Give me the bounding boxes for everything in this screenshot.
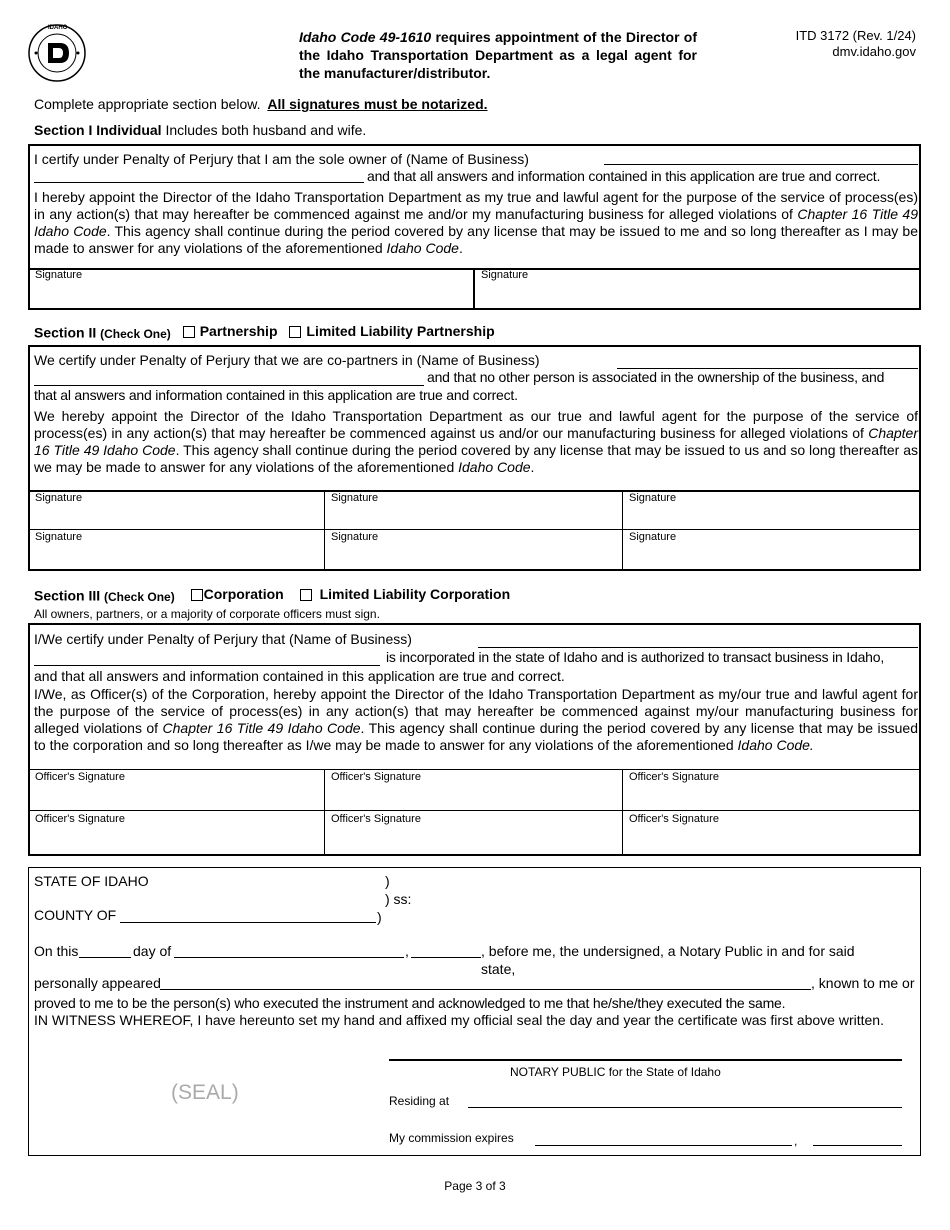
section1-signature-2[interactable]: Signature [481, 269, 529, 281]
llp-option[interactable] [289, 323, 494, 340]
notary-comma: , [405, 943, 409, 959]
llc-option[interactable] [300, 586, 511, 603]
section1-subtitle: Includes both husband and wife. [165, 122, 367, 138]
section3-business-name-field-2[interactable] [34, 665, 380, 666]
notary-personally-appeared: personally appeared [34, 975, 161, 991]
section2-appoint-code: Chapter 16 Title 49 Idaho Code [34, 425, 919, 458]
corporation-label: Corporation [203, 586, 284, 602]
section3-appoint-1: I/We, as Officer(s) of the Corporation, hereby appoint the Director of the Idaho Transportation Department as my/our true and lawful agent for the purpose of the service of process(es) in any action(s) that may hereafter be commenced against my/our manufacturing business for alleged violations of [34, 686, 918, 736]
section3-appoint-code: Chapter 16 Title 49 Idaho Code [162, 720, 361, 736]
notary-seal: (SEAL) [171, 1081, 239, 1104]
section2-certify-prefix: We certify under Penalty of Perjury that we are co-partners in (Name of Business) [34, 352, 540, 368]
notary-paren-1: ) [385, 873, 390, 889]
notary-residing-label: Residing at [389, 1094, 450, 1108]
notary-witness: IN WITNESS WHEREOF, I have hereunto set my hand and affixed my official seal the day and year the certificate was first above written. [34, 1012, 884, 1028]
section3-officer-signature-6[interactable]: Officer's Signature [629, 813, 719, 825]
section1-appoint-2: . This agency shall continue during the period covered by any license that may be issued to me and so long thereafter as I may be made to answer for any violations of the aforementioned [34, 223, 918, 256]
section3-note: All owners, partners, or a majority of corporate officers must sign. [34, 607, 380, 621]
section1-appoint-code: Chapter 16 Title 49 Idaho Code [34, 206, 919, 239]
partnership-checkbox[interactable] [183, 326, 195, 338]
section1-certify-suffix: and that all answers and information contained in this application are true and correct. [367, 168, 881, 184]
section2-signature-1[interactable]: Signature [35, 492, 83, 504]
section3-title: Section III [34, 587, 101, 604]
notary-day-field[interactable] [79, 957, 131, 958]
section3-check-one: (Check One) [104, 589, 175, 604]
llc-checkbox[interactable] [300, 589, 312, 601]
section2-heading [34, 323, 495, 342]
corporation-checkbox[interactable] [191, 589, 203, 601]
logo-top-text: IDAHO [48, 25, 68, 31]
section2-signature-3[interactable]: Signature [629, 492, 677, 504]
section3-officer-signature-3[interactable]: Officer's Signature [629, 771, 719, 783]
notary-month-field[interactable] [174, 957, 404, 958]
intro-line [34, 96, 488, 113]
notary-known: , known to me or [811, 975, 915, 991]
notary-paren-3: ) [377, 909, 382, 925]
section2-appoint-2: . This agency shall continue during the period covered by any license that may be issued to us and so long thereafter as we may be made to answer for any violations of the aforementioned [34, 442, 918, 475]
section2-sig-col-divider-1 [324, 490, 325, 571]
section2-appoint-1: We hereby appoint the Director of the Idaho Transportation Department as our true and lawful agent for the purpose of the service of process(es) in any action(s) that may hereafter be commenced against us and/or our manufacturing business for alleged violations of [34, 408, 918, 441]
section3-appointment-text [34, 686, 918, 754]
section1-title: Section I Individual [34, 122, 162, 138]
section1-appoint-1: I hereby appoint the Director of the Idaho Transportation Department as my true and lawful agent for the purpose of the service of process(es) in any action(s) that may hereafter be commenced against me and/or my manufacturing business for alleged violations of [34, 189, 918, 222]
section2-sig-divider-1 [28, 490, 921, 492]
section2-signature-5[interactable]: Signature [331, 531, 379, 543]
section3-sig-divider-2 [28, 810, 921, 811]
notary-before-me: , before me, the undersigned, a Notary Public in and for said [481, 943, 855, 959]
notary-appeared-field[interactable] [160, 989, 811, 990]
section2-sig-col-divider-2 [622, 490, 623, 571]
section2-sig-divider-2 [28, 529, 921, 530]
intro-text: Complete appropriate section below. [34, 96, 261, 112]
notice-code: Idaho Code 49-1610 [299, 29, 432, 45]
notary-ss: ) ss: [385, 891, 412, 907]
notary-county-label: COUNTY OF [34, 907, 117, 923]
section1-signature-1[interactable]: Signature [35, 269, 83, 281]
form-number: ITD 3172 (Rev. 1/24) [795, 28, 916, 43]
section1-appointment-text: I hereby appoint the Director of the Idaho Transportation Department as my true and lawful agent for the purpose of the service of process(es) in any action(s) that may hereafter be commenced against me and/or my manufacturing business for alleged violations of Chapter 16 Title 49 Idaho Code. This agency shall continue during the period covered by any license that may be issued to me and so long thereafter as I may be made to answer for any violations of the aforementioned Idaho Code. [34, 189, 919, 256]
section2-appoint-code2: Idaho Code [458, 459, 531, 475]
intro-emphasis: All signatures must be notarized. [267, 96, 488, 112]
notary-commission-label: My commission expires [389, 1131, 514, 1145]
section1-sig-col-divider [473, 268, 475, 310]
section3-certify-suffix-1: is incorporated in the state of Idaho and is authorized to transact business in Idaho, [386, 649, 885, 665]
notary-state: STATE OF IDAHO [34, 873, 149, 889]
section3-business-name-field[interactable] [478, 647, 918, 648]
section3-certify-suffix-2: and that all answers and information contained in this application are true and correct. [34, 668, 565, 684]
partnership-label: Partnership [199, 323, 278, 339]
section1-heading [34, 122, 366, 139]
section2-title: Section II [34, 324, 97, 341]
section1-certify-prefix: I certify under Penalty of Perjury that I am the sole owner of (Name of Business) [34, 151, 529, 167]
notary-day-of: day of [133, 943, 172, 959]
notary-year-field[interactable] [411, 957, 481, 958]
section2-signature-2[interactable]: Signature [331, 492, 379, 504]
notary-public-label: NOTARY PUBLIC for the State of Idaho [510, 1065, 721, 1079]
notary-commission-date-field[interactable] [535, 1145, 792, 1146]
section3-heading [34, 586, 510, 605]
section3-sig-col-divider-2 [622, 769, 623, 856]
section2-certify-suffix-1: and that no other person is associated in the ownership of the business, and [427, 369, 885, 385]
section2-check-one: (Check One) [100, 326, 171, 341]
section3-appoint-2: . This agency shall continue during the period covered by any license that may be issued to the corporation and so long thereafter as I/we may be made to answer for any violations of the aforementioned [34, 720, 918, 753]
section3-officer-signature-5[interactable]: Officer's Signature [331, 813, 421, 825]
section1-appoint-code2: Idaho Code [386, 240, 459, 256]
notary-proved: proved to me to be the person(s) who executed the instrument and acknowledged to me that he/she/they executed the same. [34, 995, 786, 1011]
section3-appoint-code2: Idaho Code. [737, 737, 814, 753]
section3-officer-signature-2[interactable]: Officer's Signature [331, 771, 421, 783]
section2-certify-suffix-2: that al answers and information contained in this application are true and correct. [34, 387, 518, 403]
notary-on-this: On this [34, 943, 79, 959]
corporation-option[interactable] [191, 586, 284, 603]
section3-officer-signature-4[interactable]: Officer's Signature [35, 813, 125, 825]
section2-signature-4[interactable]: Signature [35, 531, 83, 543]
llc-label: Limited Liability Corporation [319, 586, 511, 602]
section2-signature-6[interactable]: Signature [629, 531, 677, 543]
section2-appointment-text: We hereby appoint the Director of the Idaho Transportation Department as our true and lawful agent for the purpose of the service of process(es) in any action(s) that may hereafter be commenced against us and/or our manufacturing business for alleged violations of Chapter 16 Title 49 Idaho Code. This agency shall continue during the period covered by any license that may be issued to us and so long thereafter as we may be made to answer for any violations of the aforementioned Idaho Code. [34, 408, 919, 475]
itd-logo-icon [27, 23, 87, 83]
llp-label: Limited Liability Partnership [306, 323, 495, 339]
llp-checkbox[interactable] [289, 326, 301, 338]
section3-certify-prefix: I/We certify under Penalty of Perjury that (Name of Business) [34, 631, 412, 647]
website: dmv.idaho.gov [832, 44, 916, 59]
itd-logo [27, 23, 87, 83]
notice-text: requires appointment of the Director of the Idaho Transportation Department as a legal agent for the manufacturer/distributor. [299, 29, 698, 81]
section1-business-name-field-2[interactable] [34, 182, 364, 183]
notary-comma-2: , [794, 1134, 798, 1148]
notary-signature-line[interactable] [389, 1059, 902, 1061]
section3-sig-col-divider-1 [324, 769, 325, 856]
section2-business-name-field-2[interactable] [34, 385, 424, 386]
section3-officer-signature-1[interactable]: Officer's Signature [35, 771, 125, 783]
partnership-option[interactable] [183, 323, 278, 340]
section1-business-name-field[interactable] [604, 164, 918, 165]
notary-residing-field[interactable] [468, 1107, 902, 1108]
page-number: Page 3 of 3 [444, 1179, 506, 1193]
header-notice [299, 28, 697, 82]
section3-sig-divider-1 [28, 769, 921, 770]
notary-commission-year-field[interactable] [813, 1145, 902, 1146]
notary-county-field[interactable] [120, 922, 376, 923]
notary-state-word: state, [481, 961, 516, 977]
